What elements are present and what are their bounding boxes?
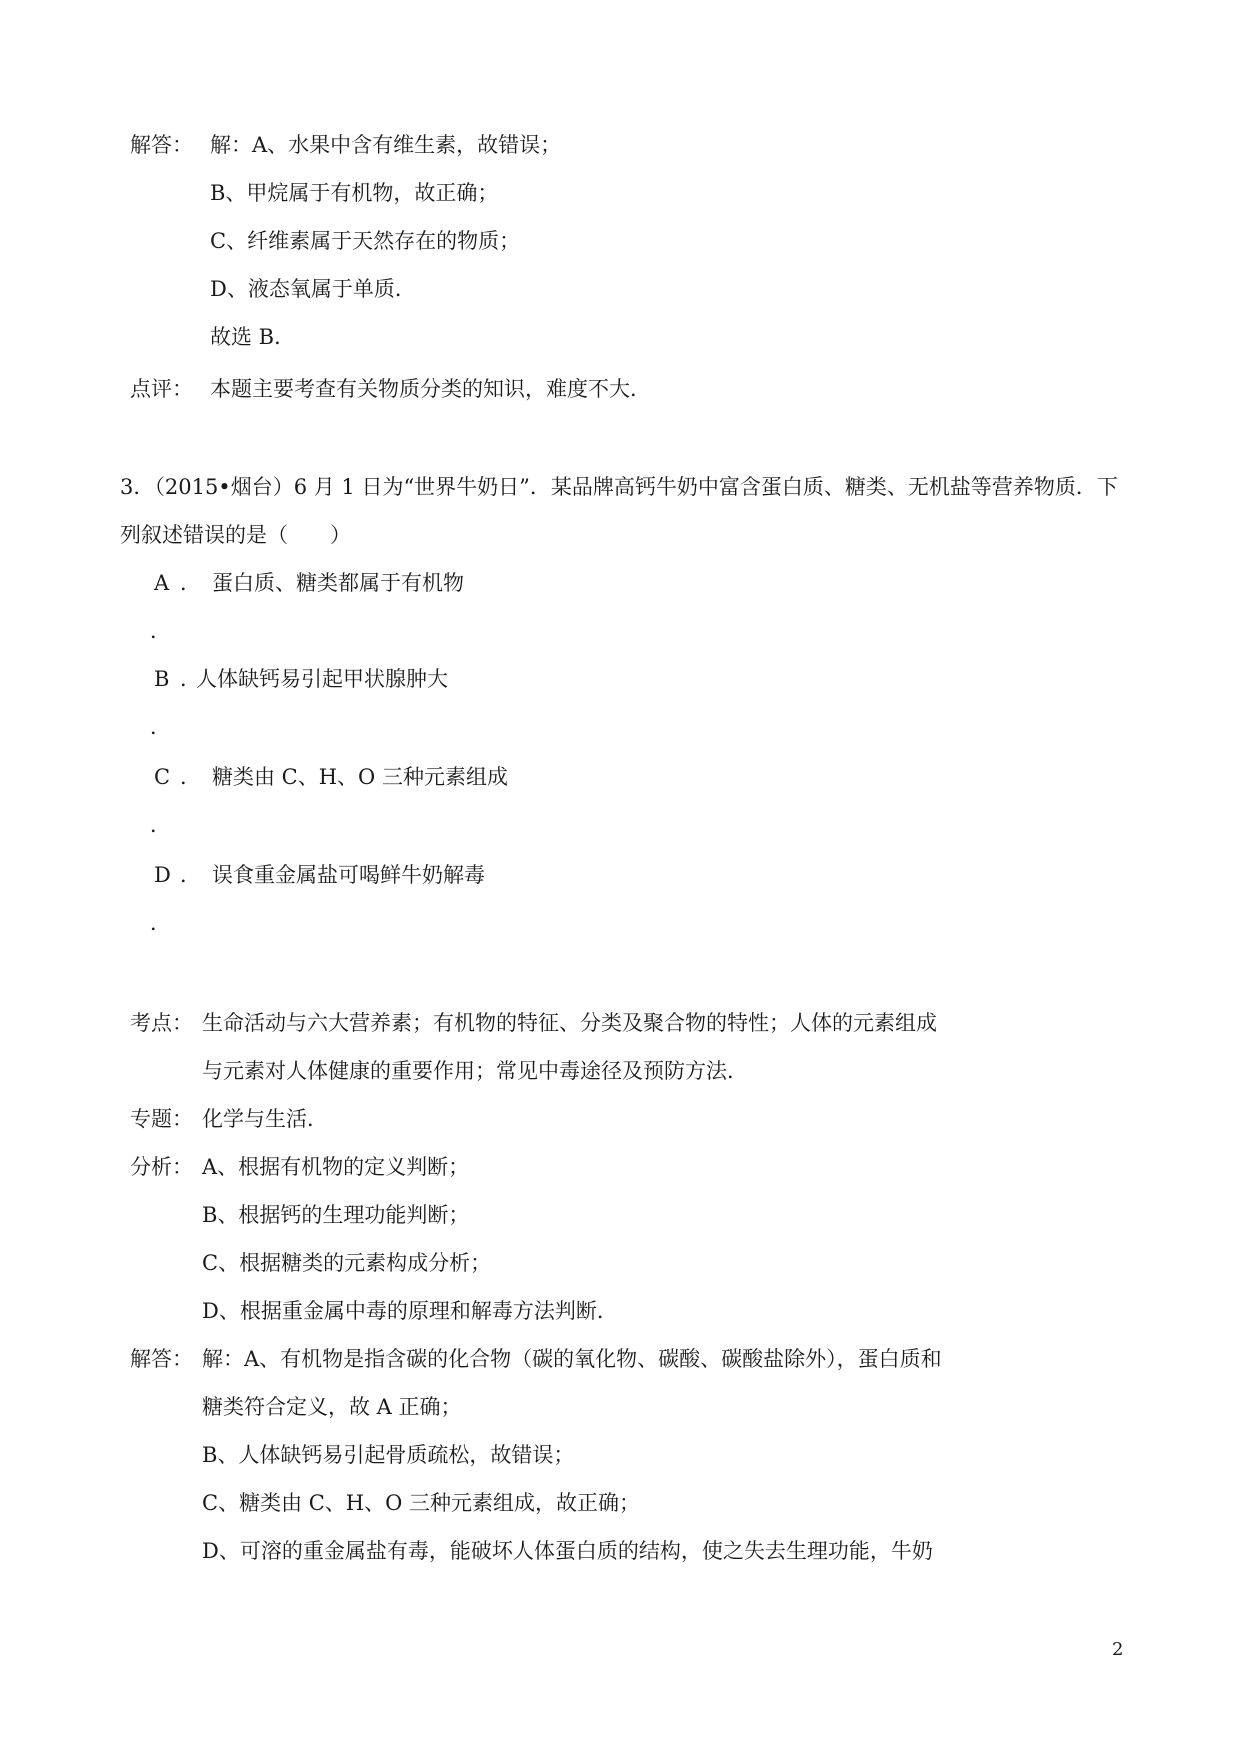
answer-line: 解：A、水果中含有维生素，故错误； <box>210 133 562 157</box>
option-d-text: 误食重金属盐可喝鲜牛奶解毒 <box>212 863 485 887</box>
kaodian-label: 考点： <box>130 1011 193 1035</box>
page-number: 2 <box>1112 1639 1124 1660</box>
kaodian-line: 生命活动与六大营养素；有机物的特征、分类及聚合物的特性；人体的元素组成 <box>202 1011 937 1035</box>
fenxi-line: B、根据钙的生理功能判断； <box>202 1203 470 1227</box>
option-a-letter: A <box>154 571 170 595</box>
option-b-dot: ． <box>180 667 201 691</box>
answer-line: C、纤维素属于天然存在的物质； <box>210 229 521 253</box>
comment-text: 本题主要考查有关物质分类的知识，难度不大． <box>210 377 651 401</box>
option-c-letter: C <box>154 765 171 789</box>
option-d-tail: ． <box>150 911 171 935</box>
option-a-text: 蛋白质、糖类都属于有机物 <box>212 571 464 595</box>
jieda-line: 解：A、有机物是指含碳的化合物（碳的氧化物、碳酸、碳酸盐除外），蛋白质和 <box>202 1347 942 1371</box>
answer-line: D、液态氧属于单质． <box>210 277 416 301</box>
option-c-tail: ． <box>150 813 171 837</box>
option-b-letter: B <box>154 667 170 691</box>
jieda-line: D、可溶的重金属盐有毒，能破坏人体蛋白质的结构，使之失去生理功能，牛奶 <box>202 1539 933 1563</box>
kaodian-line: 与元素对人体健康的重要作用；常见中毒途径及预防方法． <box>202 1059 748 1083</box>
option-c-dot: ． <box>180 765 201 789</box>
fenxi-line: D、根据重金属中毒的原理和解毒方法判断． <box>202 1299 618 1323</box>
option-a-dot: ． <box>180 571 201 595</box>
fenxi-line: A、根据有机物的定义判断； <box>202 1155 470 1179</box>
option-b-tail: ． <box>150 715 171 739</box>
jieda-label: 解答： <box>130 1347 193 1371</box>
question-stem-line-1: 3．（2015•烟台）6 月 1 日为“世界牛奶日”．某品牌高钙牛奶中富含蛋白质、糖类、无机盐等营养物质．下 <box>120 475 1118 499</box>
fenxi-line: C、根据糖类的元素构成分析； <box>202 1251 492 1275</box>
option-b-text: 人体缺钙易引起甲状腺肿大 <box>196 667 448 691</box>
jieda-line: C、糖类由 C、H、O 三种元素组成，故正确； <box>202 1491 641 1515</box>
comment-label: 点评： <box>130 377 193 401</box>
fenxi-label: 分析： <box>130 1155 193 1179</box>
option-c-text: 糖类由 C、H、O 三种元素组成 <box>212 765 508 789</box>
jieda-line: 糖类符合定义，故 A 正确； <box>202 1395 462 1419</box>
option-d-letter: D <box>154 863 171 887</box>
answer-line: B、甲烷属于有机物，故正确； <box>210 181 499 205</box>
zhuanti-text: 化学与生活． <box>202 1107 328 1131</box>
zhuanti-label: 专题： <box>130 1107 193 1131</box>
question-stem-line-2: 列叙述错误的是（ ） <box>120 523 351 547</box>
option-a-tail: ． <box>150 619 171 643</box>
answer-label: 解答： <box>130 133 193 157</box>
answer-line: 故选 B． <box>210 325 296 349</box>
option-d-dot: ． <box>180 863 201 887</box>
jieda-line: B、人体缺钙易引起骨质疏松，故错误； <box>202 1443 575 1467</box>
